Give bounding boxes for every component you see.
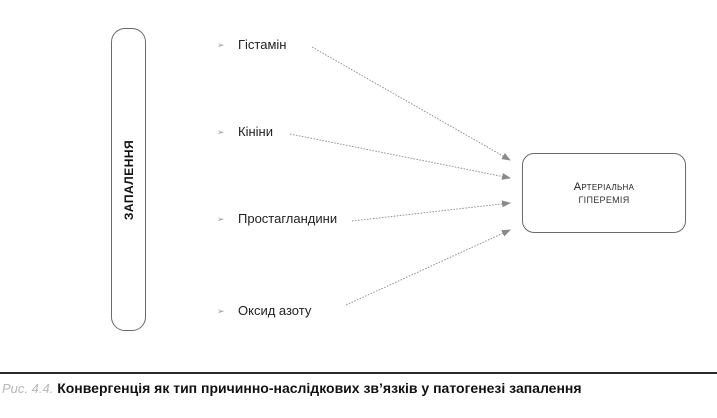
bullet-arrow-icon: ➢ (217, 214, 225, 224)
caption-text: Конвергенція як тип причинно-наслідкових зв’язків у патогенезі запалення (57, 380, 582, 396)
inflammation-box (111, 28, 146, 331)
mediator-nitric-oxide: Оксид азоту (238, 303, 312, 318)
bullet-arrow-icon: ➢ (217, 127, 225, 137)
arterial-hyperemia-box (522, 153, 686, 233)
mediator-prostaglandins: Простагландини (238, 211, 338, 226)
target-label-line2: ГІПЕРЕМІЯ (578, 195, 630, 205)
arrow-kinins (290, 134, 510, 178)
inflammation-label: ЗАПАЛЕННЯ (121, 139, 136, 220)
caption-divider (0, 372, 717, 374)
mediator-kinins: Кініни (238, 124, 273, 139)
bullet-arrow-icon: ➢ (217, 40, 225, 50)
target-label-line1: Артеріальна (573, 181, 635, 193)
figure-caption (2, 380, 582, 396)
bullet-arrow-icon: ➢ (217, 306, 225, 316)
caption-figure-number: Рис. 4.4. (2, 381, 54, 396)
arrow-nitric-oxide (346, 230, 510, 305)
mediator-histamine: Гістамін (238, 37, 287, 52)
arrow-prostaglandins (352, 203, 510, 221)
arrow-histamine (312, 47, 510, 160)
